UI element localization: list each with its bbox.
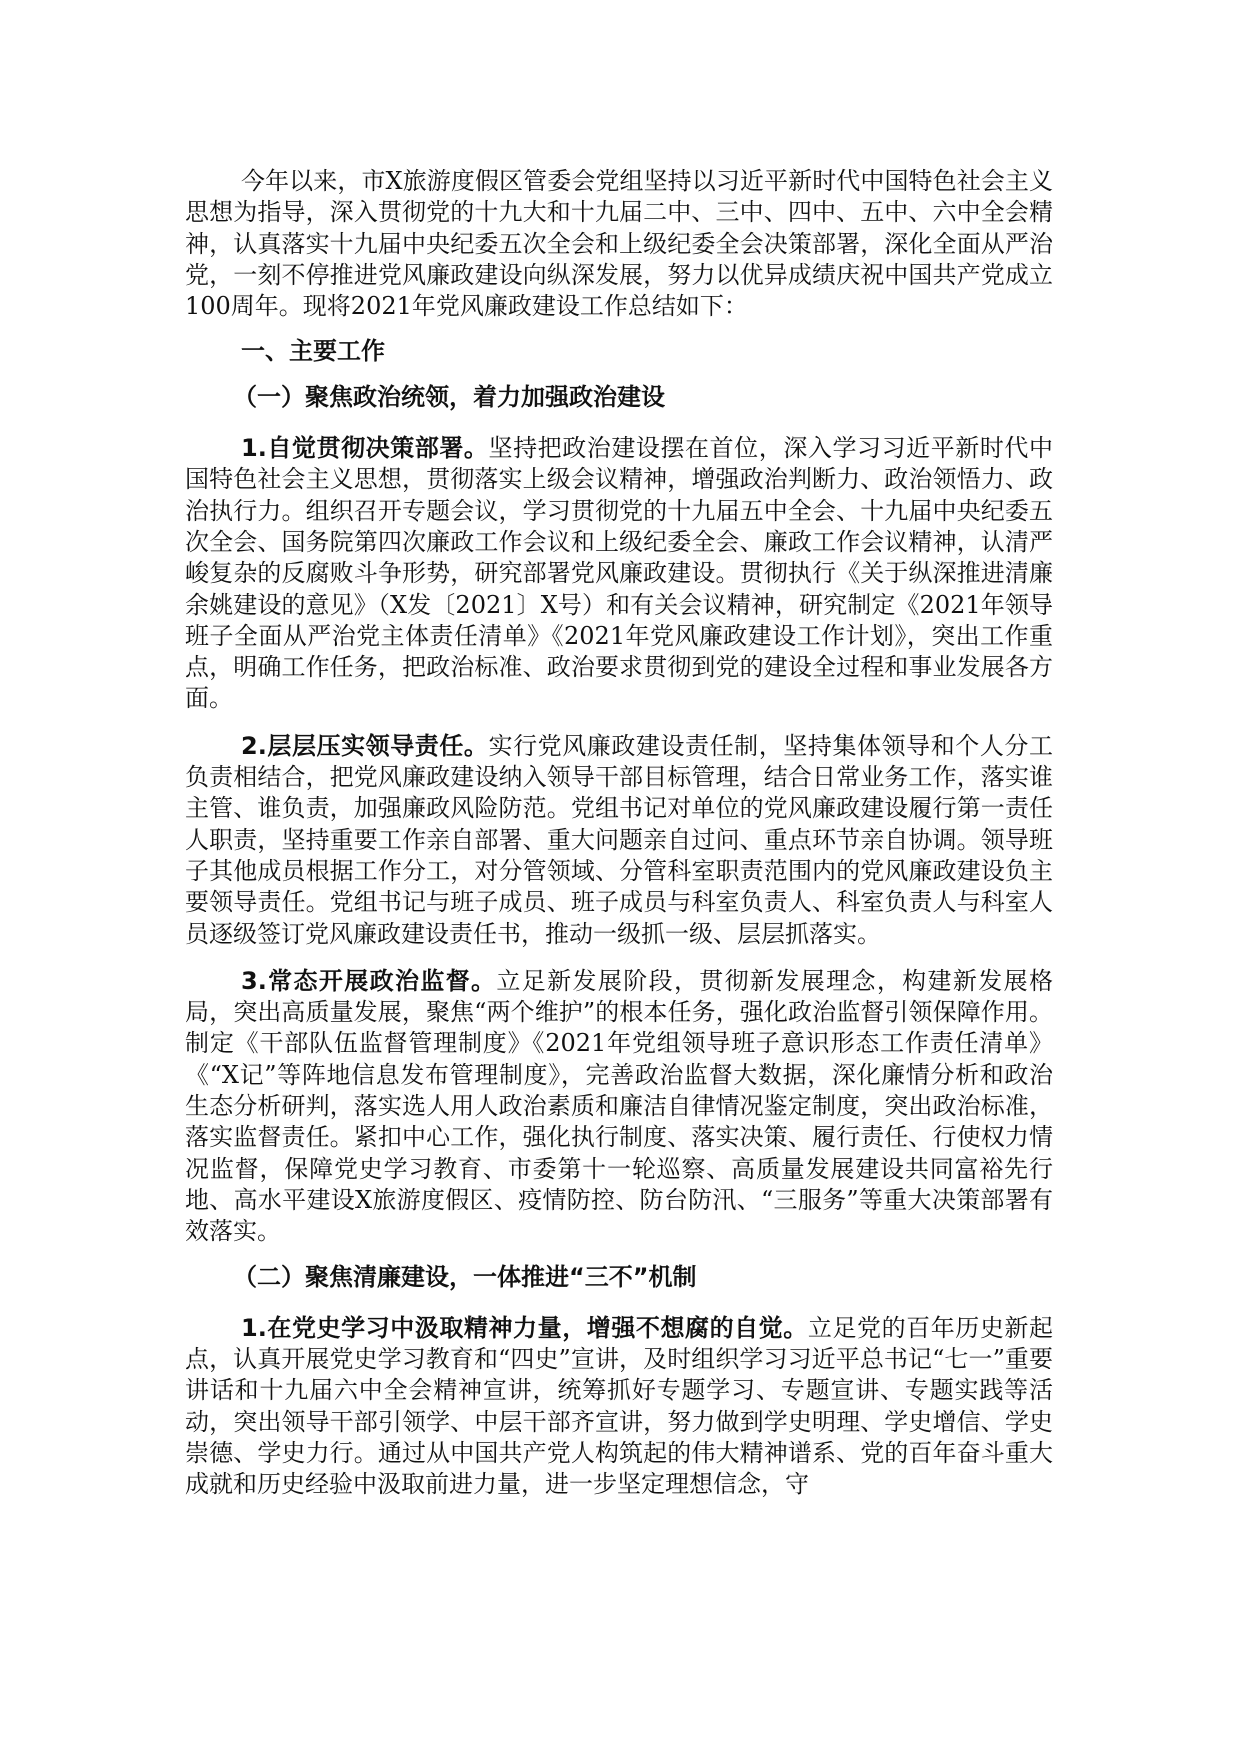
item-paragraph-1 bbox=[185, 433, 1053, 715]
item-lead: 1.在党史学习中汲取精神力量，增强不想腐的自觉。 bbox=[241, 1313, 808, 1342]
item-lead: 2.层层压实领导责任。 bbox=[241, 731, 489, 760]
subsection-heading-clean-construction: （二）聚焦清廉建设，一体推进“三不”机制 bbox=[233, 1262, 697, 1291]
item-body: 立足党的百年历史新起点，认真开展党史学习教育和“四史”宣讲，及时组织学习习近平总书记“七一”重要讲话和十九届六中全会精神宣讲，统筹抓好专题学习、专题宣讲、专题实践等活动，突出领导干部引领学、中层干部齐宣讲，努力做到学史明理、学史增信、学史崇德、学史力行。通过从中国共产党人构筑起的伟大精神谱系、党的百年奋斗重大成就和历史经验中汲取前进力量，进一步坚定理想信念，守 bbox=[185, 1313, 1054, 1499]
item-body: 立足新发展阶段，贯彻新发展理念，构建新发展格局，突出高质量发展，聚焦“两个维护”的根本任务，强化政治监督引领保障作用。制定《干部队伍监督管理制度》《2021年党组领导班子意识形态工作责任清单》《“X记”等阵地信息发布管理制度》，完善政治监督大数据，深化廉情分析和政治生态分析研判，落实选人用人政治素质和廉洁自律情况鉴定制度，突出政治标准，落实监督责任。紧扣中心工作，强化执行制度、落实决策、履行责任、行使权力情况监督，保障党史学习教育、市委第十一轮巡察、高质量发展建设共同富裕先行地、高水平建设X旅游度假区、疫情防控、防台防汛、“三服务”等重大决策部署有效落实。 bbox=[185, 966, 1053, 1246]
section-heading-main-work: 一、主要工作 bbox=[241, 337, 385, 366]
intro-paragraph: 今年以来，市X旅游度假区管委会党组坚持以习近平新时代中国特色社会主义思想为指导，深入贯彻党的十九大和十九届二中、三中、四中、五中、六中全会精神，认真落实十九届中央纪委五次全会和上级纪委全会决策部署，深化全面从严治党，一刻不停推进党风廉政建设向纵深发展，努力以优异成绩庆祝中国共产党成立100周年。现将2021年党风廉政建设工作总结如下： bbox=[185, 167, 1053, 321]
item-body: 坚持把政治建设摆在首位，深入学习习近平新时代中国特色社会主义思想，贯彻落实上级会议精神，增强政治判断力、政治领悟力、政治执行力。组织召开专题会议，学习贯彻党的十九届五中全会、十九届中央纪委五次全会、国务院第四次廉政工作会议和上级纪委全会、廉政工作会议精神，认清严峻复杂的反腐败斗争形势，研究部署党风廉政建设。贯彻执行《关于纵深推进清廉余姚建设的意见》（X发〔2021〕X号）和有关会议精神，研究制定《2021年领导班子全面从严治党主体责任清单》《2021年党风廉政建设工作计划》，突出工作重点，明确工作任务，把政治标准、政治要求贯彻到党的建设全过程和事业发展各方面。 bbox=[185, 434, 1053, 713]
item-paragraph-4 bbox=[185, 1313, 1053, 1501]
item-paragraph-3 bbox=[185, 966, 1053, 1248]
item-body: 实行党风廉政建设责任制，坚持集体领导和个人分工负责相结合，把党风廉政建设纳入领导干部目标管理，结合日常业务工作，落实谁主管、谁负责，加强廉政风险防范。党组书记对单位的党风廉政建设履行第一责任人职责，坚持重要工作亲自部署、重大问题亲自过问、重点环节亲自协调。领导班子其他成员根据工作分工，对分管领域、分管科室职责范围内的党风廉政建设负主要领导责任。党组书记与班子成员、班子成员与科室负责人、科室负责人与科室人员逐级签订党风廉政建设责任书，推动一级抓一级、层层抓落实。 bbox=[185, 731, 1053, 948]
document-page bbox=[185, 166, 1053, 1501]
item-paragraph-2 bbox=[185, 731, 1053, 950]
item-lead: 1.自觉贯彻决策部署。 bbox=[241, 434, 489, 463]
subsection-heading-political-construction: （一）聚焦政治统领，着力加强政治建设 bbox=[233, 382, 665, 411]
item-lead: 3.常态开展政治监督。 bbox=[241, 966, 497, 995]
